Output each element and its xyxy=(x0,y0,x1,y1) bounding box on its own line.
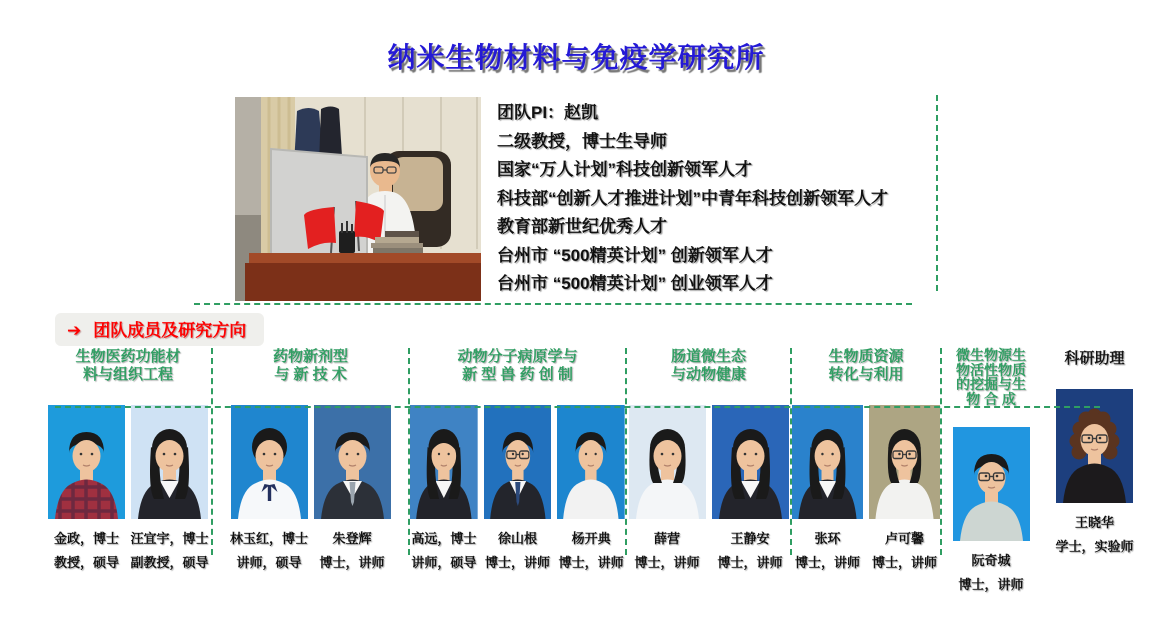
team-section-label: 团队成员及研究方向 xyxy=(93,321,247,340)
member-portrait xyxy=(410,405,478,519)
member-title: 博士，讲师 xyxy=(485,555,551,570)
member-card xyxy=(712,405,789,571)
group-photos xyxy=(942,427,1040,593)
member-portrait xyxy=(48,405,125,519)
member-portrait xyxy=(629,405,706,519)
group-title: 药物新剂型 与 新 技 术 xyxy=(272,348,348,383)
research-group-6 xyxy=(942,347,1040,592)
member-card xyxy=(231,405,308,571)
member-card xyxy=(792,405,863,571)
member-title: 学士，实验师 xyxy=(1055,539,1134,554)
member-title: 教授，硕导 xyxy=(53,555,119,570)
research-group-2 xyxy=(213,348,410,570)
pi-photo xyxy=(235,97,481,301)
group-title: 生物质资源 转化与利用 xyxy=(828,348,904,383)
member-portrait xyxy=(314,405,391,519)
research-group-5 xyxy=(792,348,942,570)
pi-line: 国家“万人计划”科技创新领军人才 xyxy=(497,160,752,179)
research-group-1 xyxy=(45,348,213,570)
member-card xyxy=(1056,389,1133,555)
teams xyxy=(45,347,1149,592)
pi-line: 二级教授，博士生导师 xyxy=(497,131,667,151)
member-card xyxy=(557,405,625,571)
group-photos xyxy=(410,405,625,571)
group-photos xyxy=(45,405,211,571)
member-name: 徐山根 xyxy=(498,531,538,546)
group-title: 动物分子病原学与 新 型 兽 药 创 制 xyxy=(457,348,578,383)
member-name: 林玉红，博士 xyxy=(230,531,309,546)
member-name: 朱登辉 xyxy=(332,531,372,546)
member-name: 薛营 xyxy=(653,531,680,546)
member-title: 博士，讲师 xyxy=(794,555,860,570)
member-portrait xyxy=(557,405,625,519)
member-title: 博士，讲师 xyxy=(871,555,937,570)
member-portrait xyxy=(792,405,863,519)
member-title: 博士，讲师 xyxy=(558,555,624,570)
member-portrait xyxy=(712,405,789,519)
member-title: 讲师，硕导 xyxy=(236,555,302,570)
member-name: 金政，博士 xyxy=(53,531,119,546)
pi-office-illustration xyxy=(235,97,481,301)
member-name: 王晓华 xyxy=(1074,515,1114,530)
arrow-right-icon: ➔ xyxy=(67,321,82,340)
group-photos xyxy=(627,405,790,571)
member-portrait xyxy=(484,405,552,519)
pi-line: 科技部“创新人才推进计划”中青年科技创新领军人才 xyxy=(497,188,888,208)
member-card xyxy=(48,405,125,571)
group-title: 肠道微生态 与动物健康 xyxy=(670,348,746,383)
member-card xyxy=(314,405,391,571)
member-title: 博士，讲师 xyxy=(958,577,1024,592)
member-card xyxy=(484,405,552,571)
group-title: 科研助理 xyxy=(1064,350,1125,367)
pi-right-dashed-divider xyxy=(936,95,938,291)
member-name: 王静安 xyxy=(730,531,770,546)
member-card xyxy=(131,405,208,571)
pi-line: 台州市 “500精英计划” 创新领军人才 xyxy=(497,245,773,265)
team-section-heading xyxy=(55,313,264,346)
group-title: 生物医药功能材 料与组织工程 xyxy=(75,348,181,383)
group-header-dashed-divider xyxy=(55,406,1100,408)
member-card xyxy=(410,405,478,571)
member-name: 卢可馨 xyxy=(884,531,924,546)
member-portrait xyxy=(131,405,208,519)
pi-line: 团队PI：赵凯 xyxy=(497,103,599,122)
member-title: 博士，讲师 xyxy=(319,555,385,570)
member-title: 博士，讲师 xyxy=(717,555,783,570)
member-title: 讲师，硕导 xyxy=(411,555,477,570)
member-title: 博士，讲师 xyxy=(634,555,700,570)
pi-line: 教育部新世纪优秀人才 xyxy=(497,217,667,236)
member-name: 杨开典 xyxy=(571,531,611,546)
member-portrait xyxy=(953,427,1030,541)
research-group-7 xyxy=(1040,348,1149,555)
member-name: 阮奇城 xyxy=(971,553,1011,568)
member-card xyxy=(869,405,940,571)
group-photos xyxy=(792,405,940,571)
research-group-3 xyxy=(410,348,627,570)
group-photos xyxy=(1040,389,1149,555)
group-title: 微生物源生 物活性物质 的挖掘与生 物 合 成 xyxy=(956,347,1026,407)
pi-info xyxy=(497,99,888,299)
page-title: 纳米生物材料与免疫学研究所 xyxy=(387,42,765,73)
member-portrait xyxy=(869,405,940,519)
member-portrait xyxy=(231,405,308,519)
member-name: 高远，博士 xyxy=(411,531,477,546)
group-photos xyxy=(213,405,408,571)
pi-bottom-dashed-divider xyxy=(194,303,912,305)
pi-line: 台州市 “500精英计划” 创业领军人才 xyxy=(497,274,773,293)
member-card xyxy=(953,427,1030,593)
member-name: 张环 xyxy=(814,531,841,546)
research-group-4 xyxy=(627,348,792,570)
member-title: 副教授，硕导 xyxy=(130,555,209,570)
member-card xyxy=(629,405,706,571)
member-name: 汪宜宇，博士 xyxy=(130,531,209,546)
